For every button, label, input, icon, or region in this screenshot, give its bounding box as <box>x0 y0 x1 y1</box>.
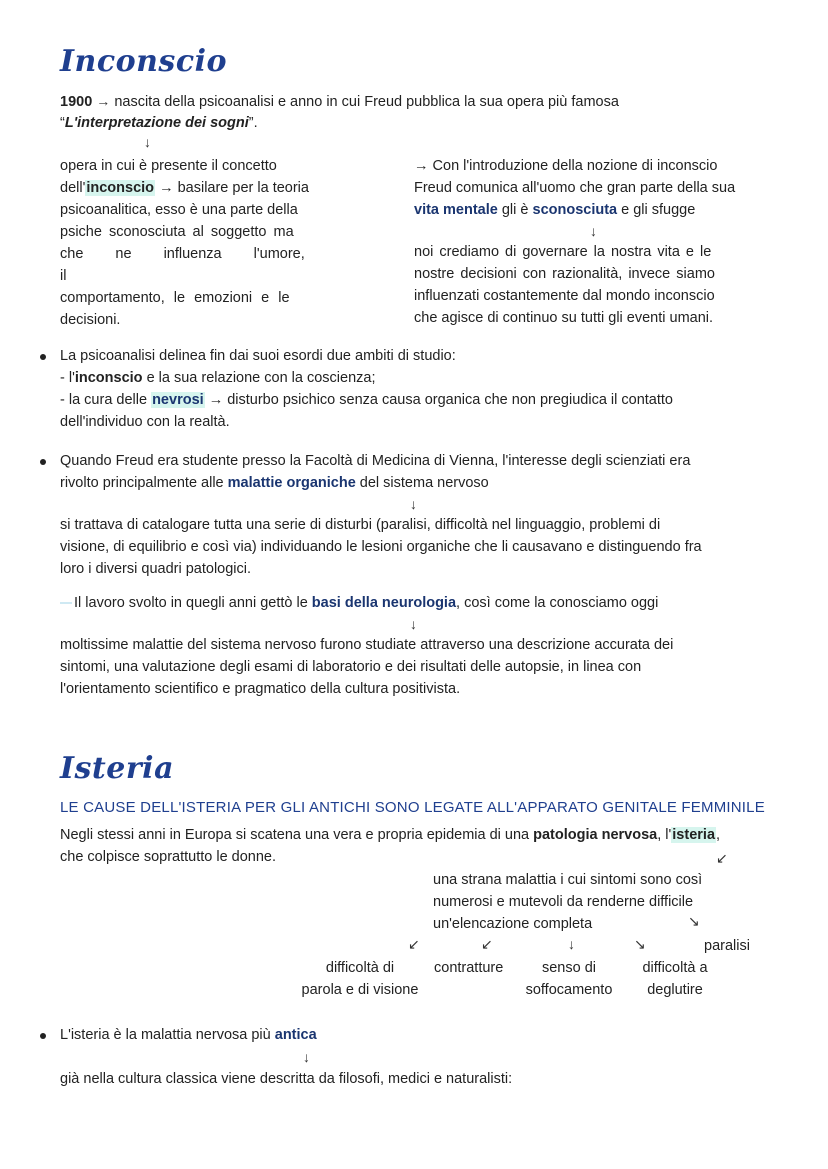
text: gli è <box>497 202 533 218</box>
bullet-2-line-2 <box>60 472 772 494</box>
bullet-icon <box>40 1033 46 1039</box>
isteria-description <box>433 869 702 935</box>
desc-line-2: numerosi e mutevoli da renderne difficile <box>433 894 694 910</box>
book-title: L'interpretazione dei sogni <box>64 115 249 131</box>
down-right-arrow-icon: ↘ <box>634 936 646 952</box>
bullet-2 <box>60 450 772 700</box>
bold-term: basi della neurologia <box>311 595 457 611</box>
bold-term: vita mentale <box>414 202 498 218</box>
bullet-2-line-9: l'orientamento scientifico e pragmatico della cultura positivista. <box>60 681 461 697</box>
text: dell' <box>60 180 86 196</box>
desc-line-1: una strana malattia i cui sintomi sono così <box>433 872 703 888</box>
bullet-2-line-1: Quando Freud era studente presso la Facoltà di Medicina di Vienna, l'interesse degli scienziati era <box>60 453 691 469</box>
symptom-contratture: contratture <box>434 960 504 976</box>
left-line-3: psicoanalitica, esso è una parte della <box>60 202 298 218</box>
text: Il lavoro svolto in quegli anni gettò le <box>74 595 312 611</box>
text: senso di <box>541 960 596 976</box>
left-line-5: che ne influenza l'umore, il <box>60 246 305 284</box>
text: , l' <box>657 827 672 843</box>
bullet-2-line-4: visione, di equilibrio e così via) individuando le lesioni organiche che li causavano e distinguendo fra <box>60 539 702 555</box>
bullet-1-line-1: La psicoanalisi delinea fin dai suoi esordi due ambiti di studio: <box>60 348 456 364</box>
dash-mark <box>60 602 72 604</box>
bullet-1 <box>60 345 768 433</box>
down-arrow-icon: ↓ <box>303 1049 310 1065</box>
text: soffocamento <box>525 982 613 998</box>
bold-term: sconosciuta <box>532 202 618 218</box>
left-line-7: decisioni. <box>60 312 121 328</box>
left-line-6: comportamento, le emozioni e le <box>60 290 290 306</box>
text: - l' <box>60 370 75 386</box>
text: e la sua relazione con la coscienza; <box>142 370 376 386</box>
down-left-arrow-icon: ↙ <box>481 936 493 952</box>
right-line-3 <box>414 199 774 221</box>
symptom-difficolta-parola <box>290 957 430 1001</box>
text: - la cura delle <box>60 392 152 408</box>
right-column <box>414 155 774 329</box>
text: parola e di visione <box>301 982 419 998</box>
bullet-2-line-6 <box>60 592 772 614</box>
text: rivolto principalmente alle <box>60 475 228 491</box>
text: deglutire <box>647 982 703 998</box>
book-line <box>60 112 258 134</box>
bullet-2-line-8: sintomi, una valutazione degli esami di laboratorio e dei risultati delle autopsie, in linea con <box>60 659 642 675</box>
right-line-7: che agisce di continuo su tutti gli eventi umani. <box>414 310 714 326</box>
bullet-2-line-3: si trattava di catalogare tutta una serie di disturbi (paralisi, difficoltà nel linguaggio, problemi di <box>60 517 661 533</box>
text: difficoltà di <box>325 960 395 976</box>
isteria-line-1 <box>60 824 780 846</box>
down-arrow-icon: ↓ <box>568 936 575 952</box>
section-subheading: LE CAUSE DELL'ISTERIA PER GLI ANTICHI SONO LEGATE ALL'APPARATO GENITALE FEMMINILE <box>60 799 765 816</box>
highlight-isteria: isteria <box>672 827 716 843</box>
left-line-2 <box>60 177 335 199</box>
text: e gli sfugge <box>617 202 696 218</box>
close-quote: ”. <box>248 115 258 131</box>
right-line-5: nostre decisioni con razionalità, invece siamo <box>414 266 715 282</box>
down-arrow-icon: ↓ <box>144 134 151 150</box>
text: del sistema nervoso <box>355 475 489 491</box>
bullet-3-line-2: già nella cultura classica viene descritta da filosofi, medici e naturalisti: <box>60 1071 513 1087</box>
right-line-1: → Con l'introduzione della nozione di inconscio <box>414 158 718 174</box>
left-line-4: psiche sconosciuta al soggetto ma <box>60 224 294 240</box>
text: Negli stessi anni in Europa si scatena una vera e propria epidemia di una <box>60 827 534 843</box>
year: 1900 <box>60 94 93 110</box>
desc-line-3: un'elencazione completa <box>433 916 593 932</box>
down-arrow-icon: ↓ <box>410 616 417 632</box>
text: , <box>716 827 721 843</box>
bullet-icon <box>40 459 46 465</box>
right-line-4: noi crediamo di governare la nostra vita e le <box>414 244 712 260</box>
bullet-icon <box>40 354 46 360</box>
bullet-1-line-3 <box>60 389 768 411</box>
symptom-soffocamento <box>512 957 626 1001</box>
highlight-nevrosi: nevrosi <box>152 392 204 408</box>
bold-term: patologia nervosa <box>533 827 658 843</box>
bullet-1-line-2 <box>60 367 768 389</box>
bold-term: inconscio <box>74 370 143 386</box>
down-arrow-icon: ↓ <box>590 223 597 239</box>
bullet-2-line-5: loro i diversi quadri patologici. <box>60 561 252 577</box>
down-right-arrow-icon: ↘ <box>688 913 700 929</box>
down-left-arrow-icon: ↙ <box>716 850 728 866</box>
intro-line <box>60 90 768 113</box>
highlight-inconscio: inconscio <box>86 180 155 196</box>
bold-term: antica <box>274 1027 317 1043</box>
bold-term: malattie organiche <box>227 475 356 491</box>
isteria-paragraph <box>60 824 780 868</box>
text: → basilare per la teoria <box>159 180 309 196</box>
right-line-2: Freud comunica all'uomo che gran parte della sua <box>414 180 736 196</box>
intro-text: nascita della psicoanalisi e anno in cui Freud pubblica la sua opera più famosa <box>114 94 619 110</box>
text: → disturbo psichico senza causa organica che non pregiudica il contatto <box>204 392 673 408</box>
isteria-line-2: che colpisce soprattutto le donne. <box>60 849 277 865</box>
down-left-arrow-icon: ↙ <box>408 936 420 952</box>
text: difficoltà a <box>642 960 708 976</box>
text: , così come la conosciamo oggi <box>456 595 659 611</box>
text: L'isteria è la malattia nervosa più <box>60 1027 275 1043</box>
right-arrow-icon: → <box>96 93 111 109</box>
symptom-paralisi: paralisi <box>704 938 750 954</box>
right-line-6: influenzati costantemente dal mondo inconscio <box>414 288 715 304</box>
left-line-1: opera in cui è presente il concetto <box>60 158 277 174</box>
left-column <box>60 155 335 331</box>
symptom-deglutire <box>628 957 722 1001</box>
bullet-3-line-1 <box>60 1024 760 1046</box>
open-quote: “ <box>60 115 65 131</box>
section-title-isteria: Isteria <box>60 751 175 786</box>
down-arrow-icon: ↓ <box>410 496 417 512</box>
bullet-1-line-4: dell'individuo con la realtà. <box>60 414 230 430</box>
section-title-inconscio: Inconscio <box>60 44 227 79</box>
bullet-3 <box>60 1024 760 1090</box>
bullet-2-line-7: moltissime malattie del sistema nervoso furono studiate attraverso una descrizione accurata dei <box>60 637 674 653</box>
